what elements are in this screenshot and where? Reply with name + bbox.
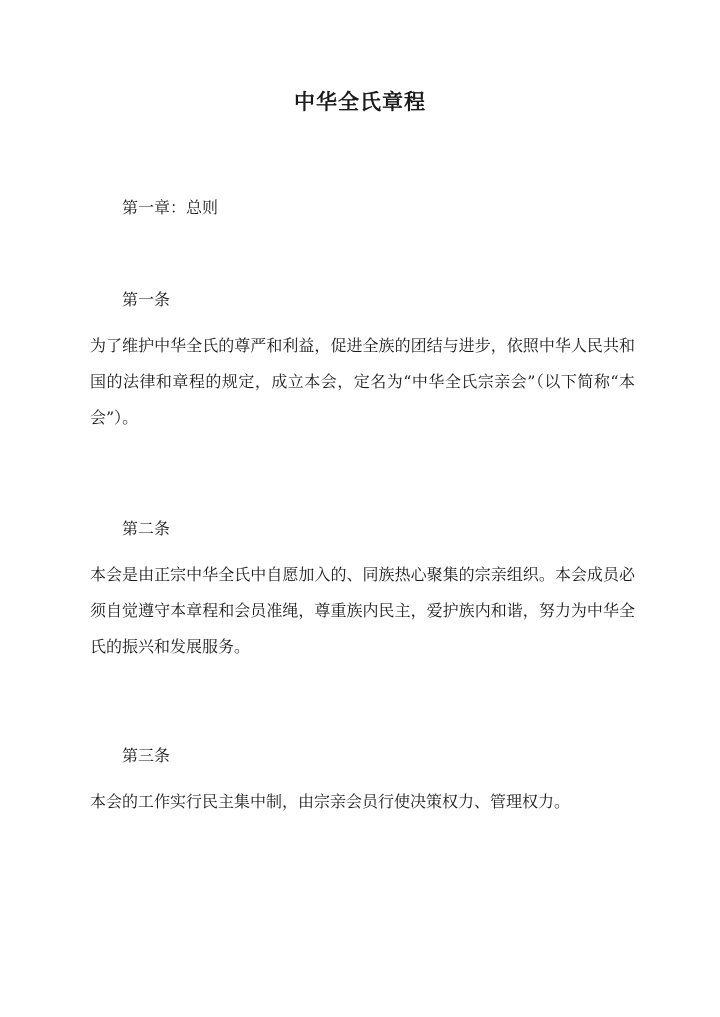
article-1 bbox=[90, 290, 635, 436]
article-2 bbox=[90, 519, 635, 665]
article-body: 本会是由正宗中华全氏中自愿加入的、同族热心聚集的宗亲组织。本会成员必须自觉遵守本章程和会员准绳，尊重族内民主，爱护族内和谐，努力为中华全氏的振兴和发展服务。 bbox=[90, 565, 635, 656]
article-body: 本会的工作实行民主集中制，由宗亲会员行使决策权力、管理权力。 bbox=[90, 792, 571, 811]
article-heading: 第三条 bbox=[122, 746, 171, 765]
article-3 bbox=[90, 746, 635, 820]
document-title: 中华全氏章程 bbox=[294, 89, 426, 114]
article-heading: 第一条 bbox=[122, 290, 171, 309]
article-heading: 第二条 bbox=[122, 519, 171, 538]
chapter-heading: 第一章：总则 bbox=[122, 198, 219, 217]
article-body: 为了维护中华全氏的尊严和利益，促进全族的团结与进步，依照中华人民共和国的法律和章程的规定，成立本会，定名为“中华全氏宗亲会”（以下简称“本会”）。 bbox=[90, 336, 635, 427]
